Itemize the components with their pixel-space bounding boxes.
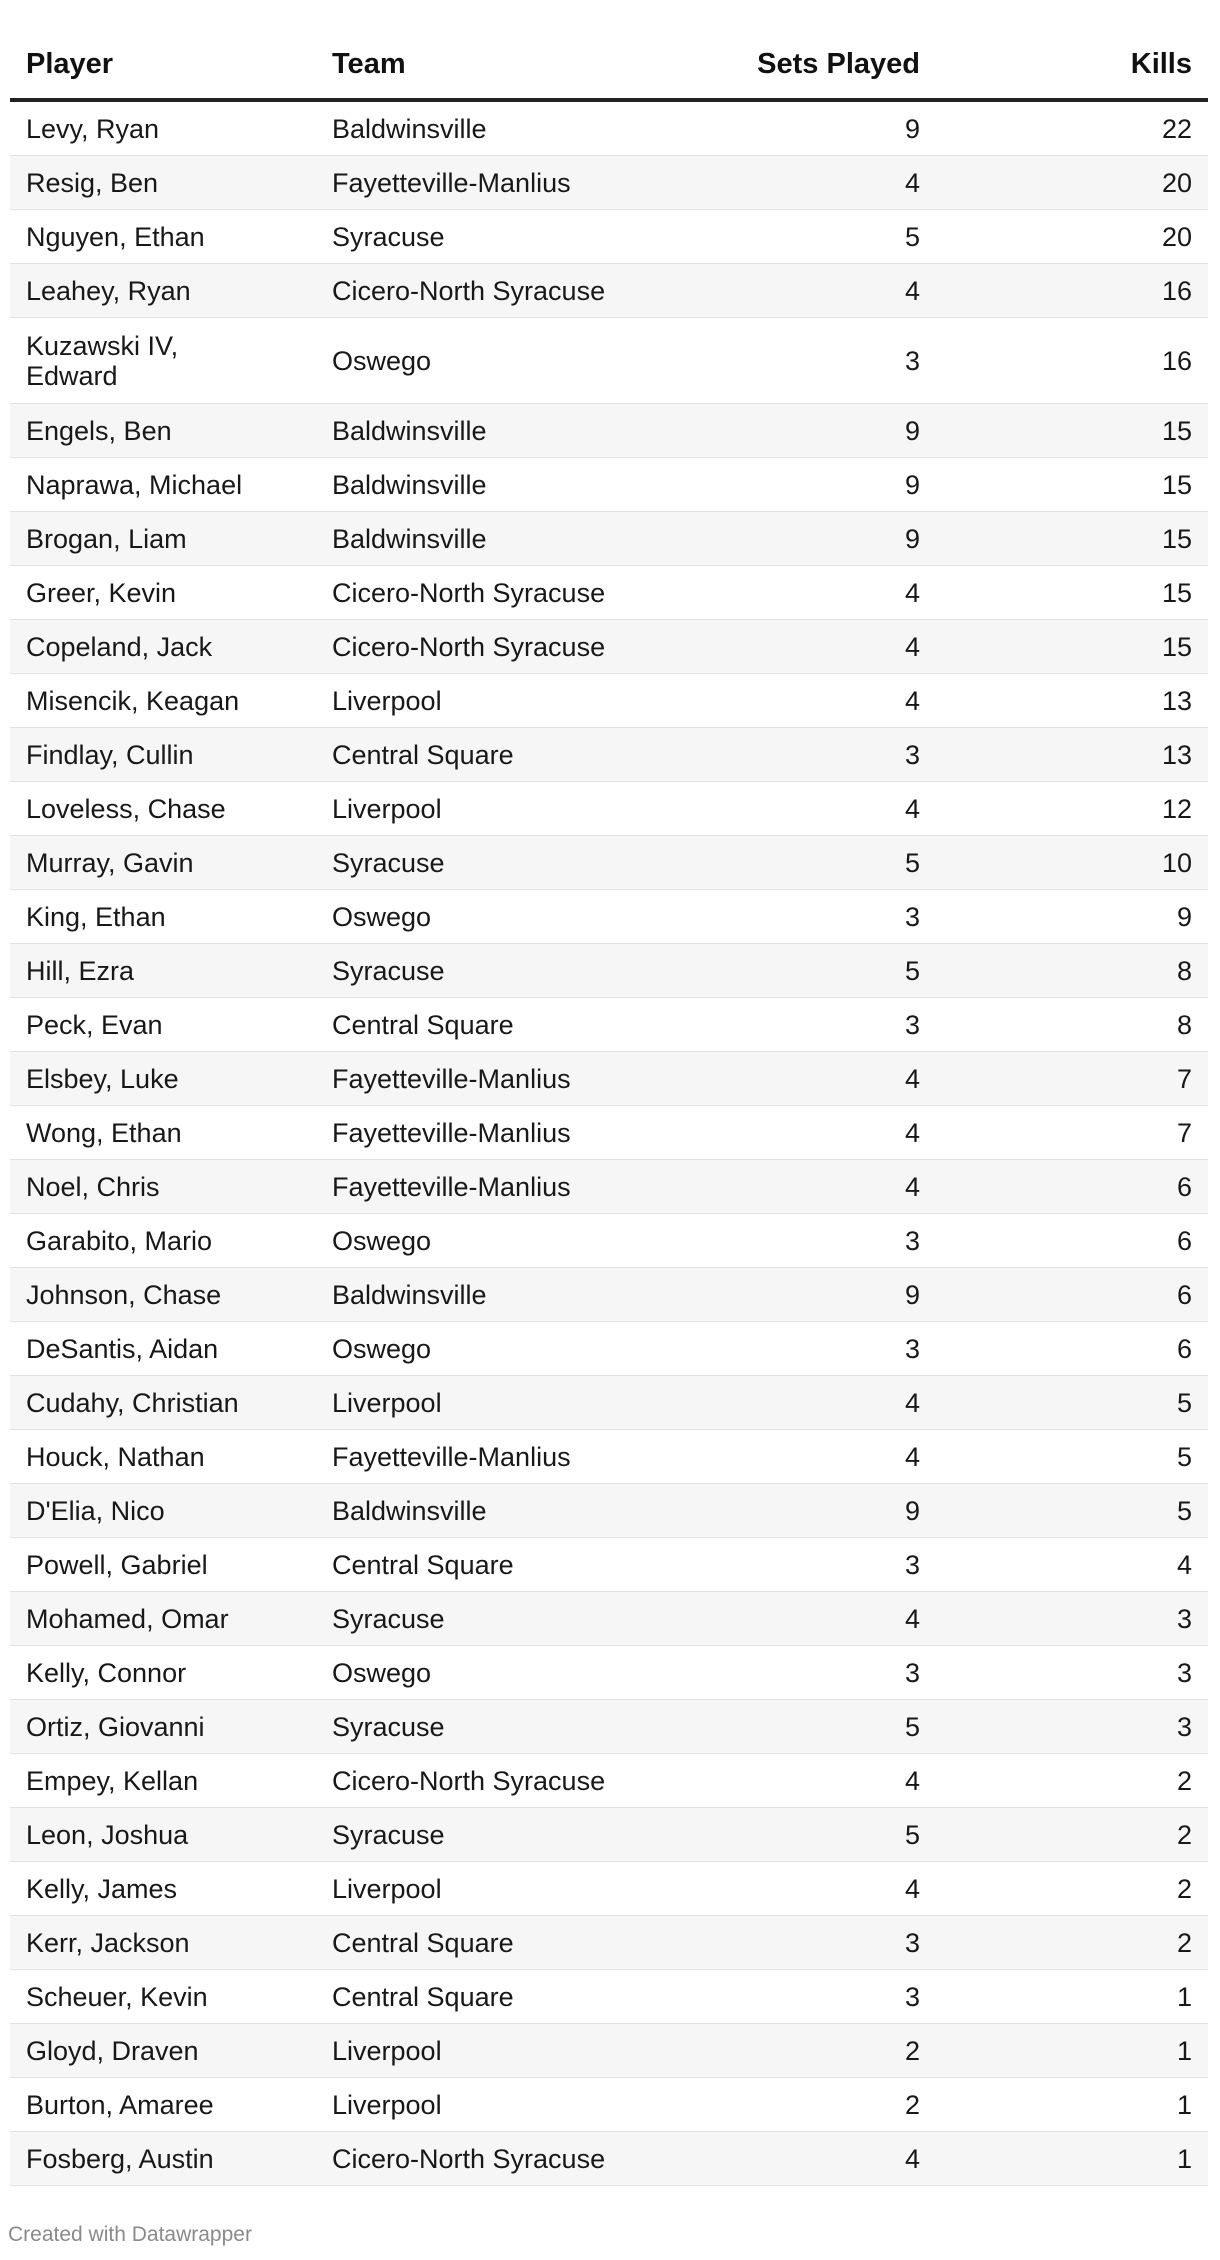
table-row xyxy=(10,1970,1208,2024)
team-cell: Central Square xyxy=(316,998,666,1052)
kills-cell: 16 xyxy=(936,318,1208,404)
kills-cell: 6 xyxy=(936,1268,1208,1322)
player-cell: DeSantis, Aidan xyxy=(10,1322,316,1376)
table-row xyxy=(10,1592,1208,1646)
kills-cell: 2 xyxy=(936,1862,1208,1916)
kills-cell: 2 xyxy=(936,1754,1208,1808)
kills-cell: 1 xyxy=(936,1970,1208,2024)
sets-played-cell: 4 xyxy=(666,156,936,210)
player-cell: Johnson, Chase xyxy=(10,1268,316,1322)
player-cell: Ortiz, Giovanni xyxy=(10,1700,316,1754)
player-cell: Empey, Kellan xyxy=(10,1754,316,1808)
player-cell: King, Ethan xyxy=(10,890,316,944)
kills-cell: 1 xyxy=(936,2132,1208,2186)
player-cell: Mohamed, Omar xyxy=(10,1592,316,1646)
player-cell: Brogan, Liam xyxy=(10,512,316,566)
player-cell: Burton, Amaree xyxy=(10,2078,316,2132)
player-cell: Engels, Ben xyxy=(10,404,316,458)
player-cell: Nguyen, Ethan xyxy=(10,210,316,264)
sets-played-cell: 2 xyxy=(666,2078,936,2132)
table-row xyxy=(10,318,1208,404)
sets-played-cell: 4 xyxy=(666,566,936,620)
team-cell: Fayetteville-Manlius xyxy=(316,1160,666,1214)
kills-cell: 6 xyxy=(936,1160,1208,1214)
team-cell: Central Square xyxy=(316,1916,666,1970)
table-row xyxy=(10,2024,1208,2078)
sets-played-cell: 4 xyxy=(666,1862,936,1916)
team-cell: Baldwinsville xyxy=(316,1484,666,1538)
team-cell: Oswego xyxy=(316,318,666,404)
sets-played-cell: 4 xyxy=(666,1754,936,1808)
kills-cell: 3 xyxy=(936,1646,1208,1700)
kills-cell: 15 xyxy=(936,458,1208,512)
player-cell: Leon, Joshua xyxy=(10,1808,316,1862)
table-row xyxy=(10,458,1208,512)
team-cell: Syracuse xyxy=(316,1592,666,1646)
player-cell: Gloyd, Draven xyxy=(10,2024,316,2078)
player-cell: Wong, Ethan xyxy=(10,1106,316,1160)
table-row xyxy=(10,836,1208,890)
team-cell: Liverpool xyxy=(316,782,666,836)
sets-played-cell: 4 xyxy=(666,1160,936,1214)
player-cell: Misencik, Keagan xyxy=(10,674,316,728)
player-cell: Powell, Gabriel xyxy=(10,1538,316,1592)
player-cell: Leahey, Ryan xyxy=(10,264,316,318)
player-cell: Findlay, Cullin xyxy=(10,728,316,782)
column-header-sets-played[interactable]: Sets Played xyxy=(666,30,936,100)
sets-played-cell: 3 xyxy=(666,890,936,944)
sets-played-cell: 4 xyxy=(666,620,936,674)
player-cell: Kerr, Jackson xyxy=(10,1916,316,1970)
sets-played-cell: 4 xyxy=(666,2132,936,2186)
player-cell: D'Elia, Nico xyxy=(10,1484,316,1538)
kills-cell: 13 xyxy=(936,728,1208,782)
team-cell: Oswego xyxy=(316,1322,666,1376)
player-cell: Elsbey, Luke xyxy=(10,1052,316,1106)
player-cell: Kelly, Connor xyxy=(10,1646,316,1700)
team-cell: Central Square xyxy=(316,1538,666,1592)
sets-played-cell: 4 xyxy=(666,782,936,836)
team-cell: Cicero-North Syracuse xyxy=(316,2132,666,2186)
table-row xyxy=(10,944,1208,998)
kills-cell: 2 xyxy=(936,1808,1208,1862)
table-row xyxy=(10,566,1208,620)
team-cell: Liverpool xyxy=(316,674,666,728)
kills-cell: 22 xyxy=(936,100,1208,156)
player-cell: Scheuer, Kevin xyxy=(10,1970,316,2024)
sets-played-cell: 3 xyxy=(666,1322,936,1376)
player-cell: Levy, Ryan xyxy=(10,100,316,156)
table-row xyxy=(10,156,1208,210)
kills-cell: 15 xyxy=(936,404,1208,458)
table-row xyxy=(10,2078,1208,2132)
kills-cell: 12 xyxy=(936,782,1208,836)
table-row xyxy=(10,404,1208,458)
kills-cell: 2 xyxy=(936,1916,1208,1970)
player-cell: Greer, Kevin xyxy=(10,566,316,620)
table-row xyxy=(10,210,1208,264)
kills-cell: 1 xyxy=(936,2078,1208,2132)
sets-played-cell: 4 xyxy=(666,674,936,728)
kills-cell: 5 xyxy=(936,1430,1208,1484)
team-cell: Syracuse xyxy=(316,1808,666,1862)
sets-played-cell: 5 xyxy=(666,944,936,998)
table-row xyxy=(10,1538,1208,1592)
team-cell: Baldwinsville xyxy=(316,100,666,156)
sets-played-cell: 5 xyxy=(666,210,936,264)
footer-credit: Created with Datawrapper xyxy=(8,2223,252,2246)
sets-played-cell: 9 xyxy=(666,512,936,566)
table-row xyxy=(10,1322,1208,1376)
kills-cell: 5 xyxy=(936,1484,1208,1538)
header-row xyxy=(10,30,1208,100)
table-row xyxy=(10,1808,1208,1862)
kills-cell: 3 xyxy=(936,1592,1208,1646)
table-row xyxy=(10,620,1208,674)
team-cell: Fayetteville-Manlius xyxy=(316,1106,666,1160)
player-cell: Loveless, Chase xyxy=(10,782,316,836)
table-row xyxy=(10,1430,1208,1484)
kills-cell: 5 xyxy=(936,1376,1208,1430)
table-row xyxy=(10,1700,1208,1754)
team-cell: Syracuse xyxy=(316,836,666,890)
sets-played-cell: 4 xyxy=(666,1430,936,1484)
team-cell: Baldwinsville xyxy=(316,458,666,512)
sets-played-cell: 5 xyxy=(666,836,936,890)
kills-cell: 6 xyxy=(936,1214,1208,1268)
player-cell: Hill, Ezra xyxy=(10,944,316,998)
kills-cell: 3 xyxy=(936,1700,1208,1754)
kills-cell: 15 xyxy=(936,512,1208,566)
team-cell: Oswego xyxy=(316,890,666,944)
team-cell: Cicero-North Syracuse xyxy=(316,566,666,620)
kills-cell: 20 xyxy=(936,210,1208,264)
table-row xyxy=(10,674,1208,728)
column-header-team[interactable]: Team xyxy=(316,30,666,100)
player-cell: Garabito, Mario xyxy=(10,1214,316,1268)
player-cell: Murray, Gavin xyxy=(10,836,316,890)
team-cell: Liverpool xyxy=(316,2024,666,2078)
table-row xyxy=(10,890,1208,944)
stats-table xyxy=(10,30,1208,2186)
sets-played-cell: 3 xyxy=(666,1538,936,1592)
column-header-kills[interactable]: Kills xyxy=(936,30,1208,100)
table-body xyxy=(10,100,1208,2186)
sets-played-cell: 4 xyxy=(666,1376,936,1430)
kills-cell: 7 xyxy=(936,1106,1208,1160)
table-row xyxy=(10,1754,1208,1808)
team-cell: Liverpool xyxy=(316,2078,666,2132)
sets-played-cell: 9 xyxy=(666,458,936,512)
team-cell: Oswego xyxy=(316,1214,666,1268)
sets-played-cell: 3 xyxy=(666,1970,936,2024)
kills-cell: 6 xyxy=(936,1322,1208,1376)
sets-played-cell: 4 xyxy=(666,264,936,318)
kills-cell: 4 xyxy=(936,1538,1208,1592)
table-row xyxy=(10,264,1208,318)
table-header xyxy=(10,30,1208,100)
table-row xyxy=(10,1214,1208,1268)
table-row xyxy=(10,1268,1208,1322)
team-cell: Syracuse xyxy=(316,210,666,264)
player-cell: Cudahy, Christian xyxy=(10,1376,316,1430)
player-cell: Kuzawski IV, Edward xyxy=(10,318,316,404)
sets-played-cell: 9 xyxy=(666,1268,936,1322)
player-cell: Copeland, Jack xyxy=(10,620,316,674)
sets-played-cell: 3 xyxy=(666,998,936,1052)
kills-cell: 8 xyxy=(936,998,1208,1052)
team-cell: Central Square xyxy=(316,1970,666,2024)
sets-played-cell: 9 xyxy=(666,100,936,156)
table-row xyxy=(10,1862,1208,1916)
column-header-player[interactable]: Player xyxy=(10,30,316,100)
sets-played-cell: 4 xyxy=(666,1052,936,1106)
team-cell: Fayetteville-Manlius xyxy=(316,1430,666,1484)
sets-played-cell: 4 xyxy=(666,1106,936,1160)
table-row xyxy=(10,1106,1208,1160)
kills-cell: 9 xyxy=(936,890,1208,944)
team-cell: Oswego xyxy=(316,1646,666,1700)
team-cell: Fayetteville-Manlius xyxy=(316,156,666,210)
sets-played-cell: 3 xyxy=(666,728,936,782)
team-cell: Cicero-North Syracuse xyxy=(316,1754,666,1808)
sets-played-cell: 3 xyxy=(666,1646,936,1700)
sets-played-cell: 5 xyxy=(666,1808,936,1862)
team-cell: Syracuse xyxy=(316,1700,666,1754)
kills-cell: 15 xyxy=(936,620,1208,674)
team-cell: Central Square xyxy=(316,728,666,782)
player-cell: Naprawa, Michael xyxy=(10,458,316,512)
table-row xyxy=(10,1160,1208,1214)
kills-cell: 15 xyxy=(936,566,1208,620)
team-cell: Fayetteville-Manlius xyxy=(316,1052,666,1106)
sets-played-cell: 3 xyxy=(666,318,936,404)
sets-played-cell: 9 xyxy=(666,1484,936,1538)
team-cell: Syracuse xyxy=(316,944,666,998)
sets-played-cell: 3 xyxy=(666,1916,936,1970)
player-cell: Kelly, James xyxy=(10,1862,316,1916)
kills-cell: 10 xyxy=(936,836,1208,890)
kills-cell: 8 xyxy=(936,944,1208,998)
player-cell: Noel, Chris xyxy=(10,1160,316,1214)
player-cell: Peck, Evan xyxy=(10,998,316,1052)
sets-played-cell: 5 xyxy=(666,1700,936,1754)
kills-cell: 1 xyxy=(936,2024,1208,2078)
table-row xyxy=(10,728,1208,782)
player-cell: Houck, Nathan xyxy=(10,1430,316,1484)
team-cell: Liverpool xyxy=(316,1862,666,1916)
table-row xyxy=(10,782,1208,836)
table-row xyxy=(10,1052,1208,1106)
table-row xyxy=(10,2132,1208,2186)
table-row xyxy=(10,1646,1208,1700)
table-row xyxy=(10,1916,1208,1970)
sets-played-cell: 2 xyxy=(666,2024,936,2078)
kills-cell: 20 xyxy=(936,156,1208,210)
player-cell: Resig, Ben xyxy=(10,156,316,210)
team-cell: Liverpool xyxy=(316,1376,666,1430)
sets-played-cell: 9 xyxy=(666,404,936,458)
sets-played-cell: 4 xyxy=(666,1592,936,1646)
team-cell: Baldwinsville xyxy=(316,512,666,566)
team-cell: Cicero-North Syracuse xyxy=(316,620,666,674)
table-row xyxy=(10,1376,1208,1430)
player-cell: Fosberg, Austin xyxy=(10,2132,316,2186)
sets-played-cell: 3 xyxy=(666,1214,936,1268)
table-row xyxy=(10,512,1208,566)
team-cell: Baldwinsville xyxy=(316,404,666,458)
table-row xyxy=(10,1484,1208,1538)
team-cell: Baldwinsville xyxy=(316,1268,666,1322)
team-cell: Cicero-North Syracuse xyxy=(316,264,666,318)
kills-cell: 7 xyxy=(936,1052,1208,1106)
kills-cell: 16 xyxy=(936,264,1208,318)
kills-cell: 13 xyxy=(936,674,1208,728)
table-row xyxy=(10,100,1208,156)
table-row xyxy=(10,998,1208,1052)
